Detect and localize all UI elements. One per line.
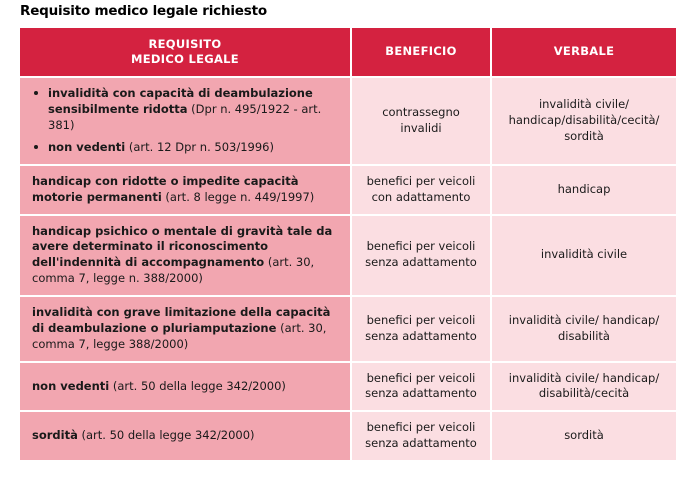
table-row [20,216,676,295]
cell-verbale: sordità [492,412,676,460]
cell-verbale: invalidità civile/ handicap/disabilità/cecità/ sordità [492,78,676,163]
table-row [20,166,676,214]
cell-beneficio: benefici per veicoli senza adattamento [352,297,490,361]
cell-beneficio: contrassegno invalidi [352,78,490,163]
table-header [20,28,676,76]
cell-beneficio: benefici per veicoli senza adattamento [352,412,490,460]
cell-verbale: invalidità civile/ handicap/ disabilità [492,297,676,361]
requisito-list [32,428,340,444]
cell-requisito [20,363,350,411]
requisito-term: non vedenti [48,140,126,155]
requisito-term: handicap psichico o mentale di gravità tale da avere determinato il riconoscimento dell'indennità di accompagnamento [32,223,333,270]
requirements-table [18,26,678,462]
cell-beneficio: benefici per veicoli senza adattamento [352,216,490,295]
cell-verbale: invalidità civile [492,216,676,295]
table-body [20,78,676,460]
column-header-requisito-line2: MEDICO LEGALE [131,51,239,66]
table-row [20,297,676,361]
requisito-list-item [32,224,340,287]
cell-beneficio: benefici per veicoli con adattamento [352,166,490,214]
requisito-list [32,86,340,155]
column-header-requisito-medico-legale [20,28,350,76]
requisito-list [32,379,340,395]
requisito-list [32,174,340,206]
column-header-requisito-line1: REQUISITO [148,37,222,51]
requisito-term: invalidità con grave limitazione della capacità di deambulazione o pluriamputazione [32,305,331,335]
cell-requisito [20,78,350,163]
requisito-reference: (art. 12 Dpr n. 503/1996) [125,140,274,155]
requisito-list-item [32,140,340,156]
cell-requisito [20,166,350,214]
cell-requisito [20,216,350,295]
cell-requisito [20,412,350,460]
requisito-list-item [32,305,340,353]
requisito-list-item [32,379,340,395]
bullet-icon [34,145,38,149]
requisito-list [32,305,340,353]
requisito-list-item [32,86,340,134]
cell-requisito [20,297,350,361]
requisito-list [32,224,340,287]
requisito-reference: (art. 50 della legge 342/2000) [109,378,286,393]
requisito-reference: (art. 8 legge n. 449/1997) [161,189,315,204]
header-row [20,28,676,76]
page-title: Requisito medico legale richiesto [20,3,267,19]
requisito-reference: (art. 30, comma 7, legge n. 388/2000) [32,255,315,286]
requisito-term: non vedenti [32,378,110,393]
requisito-term: sordità [32,428,78,443]
requisito-term: invalidità con capacità di deambulazione sensibilmente ridotta [48,86,313,117]
requisito-reference: (art. 50 della legge 342/2000) [77,428,255,443]
requisito-reference: (art. 30, comma 7, legge 388/2000) [32,320,327,351]
bullet-icon [34,91,38,95]
column-header-beneficio: BENEFICIO [352,28,490,76]
table-row [20,78,676,163]
column-header-verbale: VERBALE [492,28,676,76]
requisito-list-item [32,428,340,444]
table-row [20,412,676,460]
cell-beneficio: benefici per veicoli senza adattamento [352,363,490,411]
requisito-term: handicap con ridotte o impedite capacità motorie permanenti [32,173,299,204]
cell-verbale: invalidità civile/ handicap/ disabilità/cecità [492,363,676,411]
requisito-list-item [32,174,340,206]
requisito-reference: (Dpr n. 495/1922 - art. 381) [48,102,322,133]
cell-verbale: handicap [492,166,676,214]
table-row [20,363,676,411]
